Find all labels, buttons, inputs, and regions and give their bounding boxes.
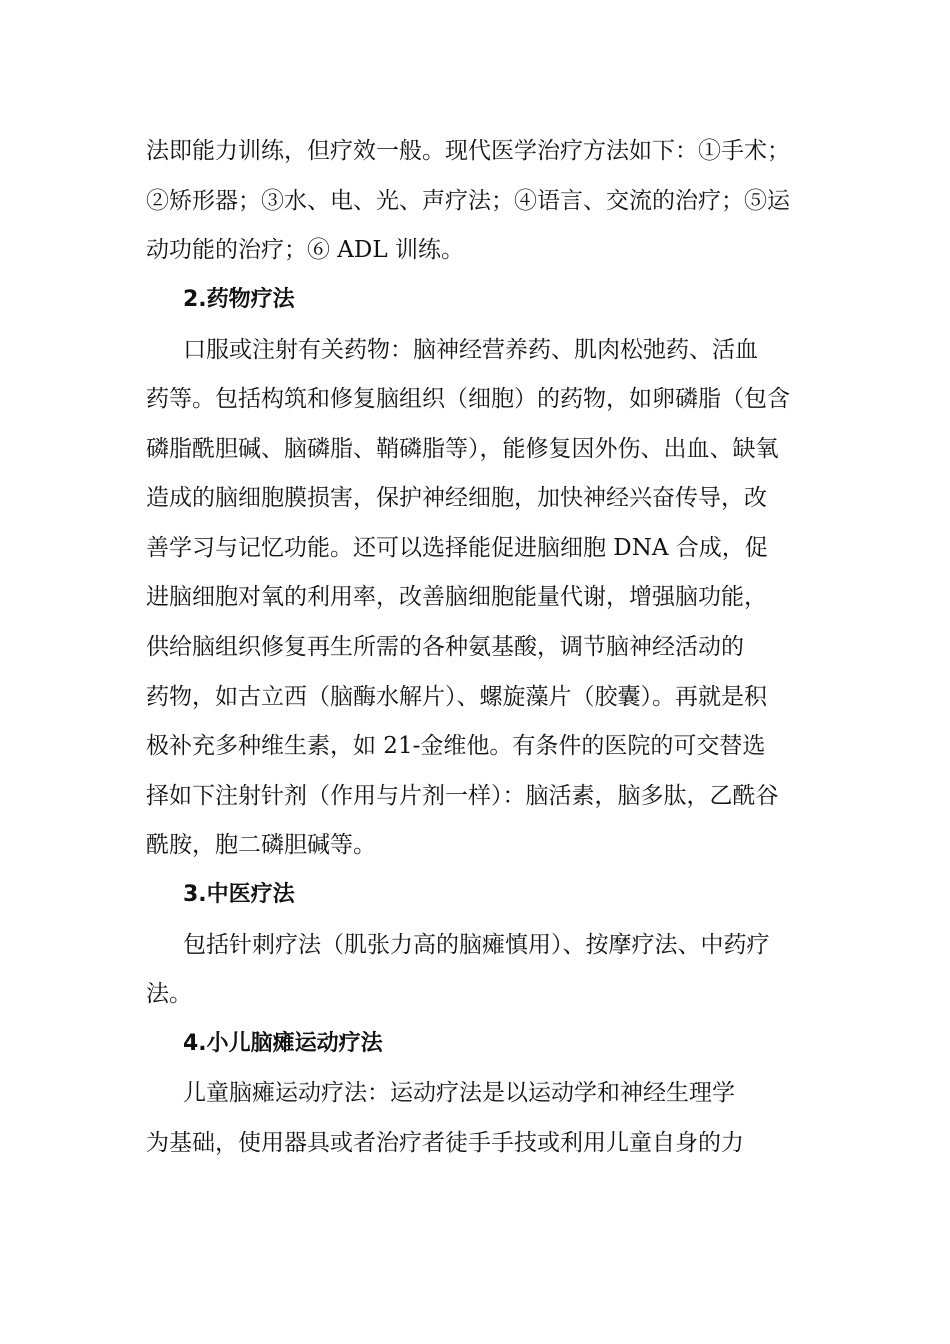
body-text-line: 法即能力训练，但疗效一般。现代医学治疗方法如下：①手术；	[146, 138, 790, 164]
body-text-line: 药物，如古立西（脑酶水解片）、螺旋藻片（胶囊）。再就是积	[146, 684, 767, 710]
section-heading-tcm-therapy: 3.中医疗法	[183, 882, 295, 907]
body-text-line: 儿童脑瘫运动疗法：运动疗法是以运动学和神经生理学	[183, 1080, 735, 1106]
body-text-line: 磷脂酰胆碱、脑磷脂、鞘磷脂等），能修复因外伤、出血、缺氧	[146, 436, 779, 462]
body-text-line: 极补充多种维生素，如 21-金维他。有条件的医院的可交替选	[146, 733, 766, 759]
body-text-line: 法。	[146, 981, 192, 1007]
body-text-line: 酰胺，胞二磷胆碱等。	[146, 832, 376, 858]
body-text-line: 口服或注射有关药物：脑神经营养药、肌肉松弛药、活血	[183, 337, 758, 363]
body-text-line: 供给脑组织修复再生所需的各种氨基酸，调节脑神经活动的	[146, 634, 744, 660]
body-text-line: 动功能的治疗；⑥ ADL 训练。	[146, 237, 464, 263]
body-text-line: 进脑细胞对氧的利用率，改善脑细胞能量代谢，增强脑功能，	[146, 584, 767, 610]
body-text-line: ②矫形器；③水、电、光、声疗法；④语言、交流的治疗；⑤运	[146, 188, 790, 214]
section-heading-exercise-therapy: 4.小儿脑瘫运动疗法	[183, 1031, 383, 1056]
body-text-line: 造成的脑细胞膜损害，保护神经细胞，加快神经兴奋传导，改	[146, 485, 767, 511]
body-text-line: 择如下注射针剂（作用与片剂一样）：脑活素，脑多肽，乙酰谷	[146, 783, 779, 809]
body-text-line: 药等。包括构筑和修复脑组织（细胞）的药物，如卵磷脂（包含	[146, 386, 790, 412]
section-heading-drug-therapy: 2.药物疗法	[183, 287, 295, 312]
body-text-line: 包括针刺疗法（肌张力高的脑瘫慎用）、按摩疗法、中药疗	[183, 932, 770, 958]
body-text-line: 为基础，使用器具或者治疗者徒手手技或利用儿童自身的力	[146, 1130, 744, 1156]
body-text-line: 善学习与记忆功能。还可以选择能促进脑细胞 DNA 合成，促	[146, 535, 768, 561]
